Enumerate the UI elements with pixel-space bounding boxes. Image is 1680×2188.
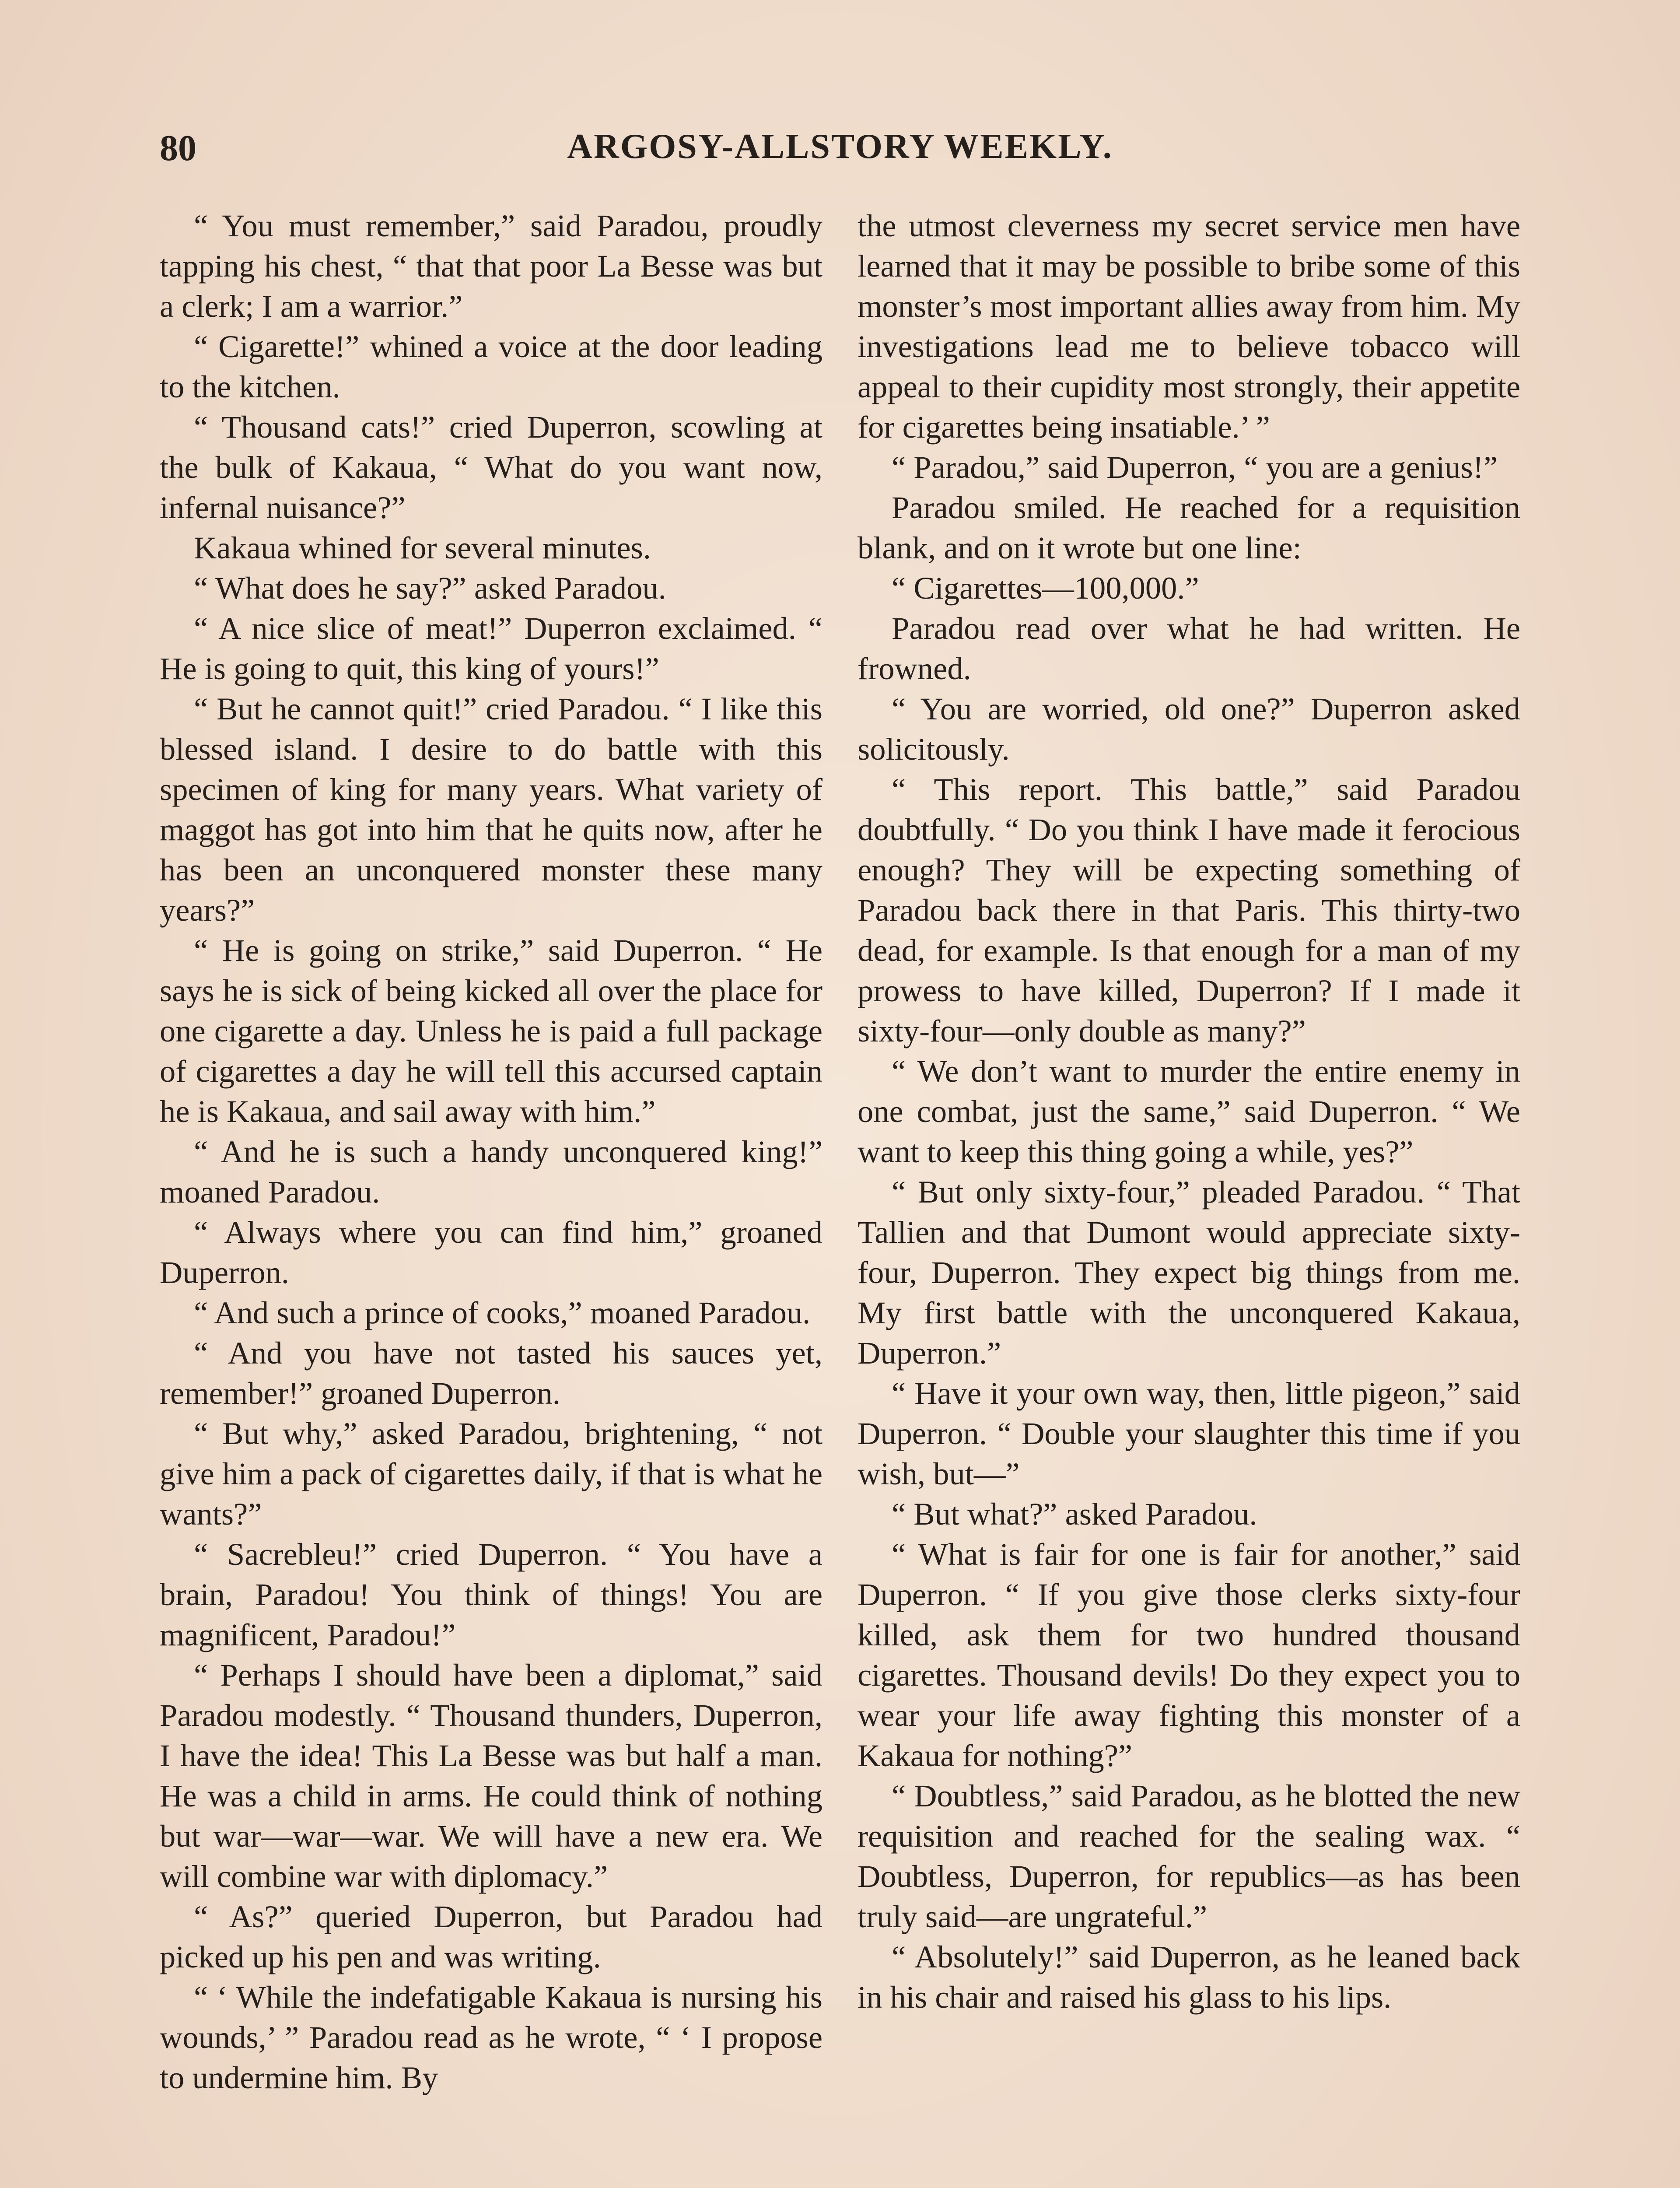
paragraph: “ Always where you can find him,” groaned Duperron. — [160, 1214, 822, 1290]
paragraph: “ Have it your own way, then, little pigeon,” said Duperron. “ Double your slaughter this time if you wish, but—” — [858, 1375, 1520, 1491]
paragraph: “ What is fair for one is fair for another,” said Duperron. “ If you give those clerks sixty-four killed, ask them for two hundred thousand cigarettes. Thousand devils! Do they expect you to wear your life away fighting this monster of a Kakaua for nothing?” — [858, 1536, 1520, 1773]
paragraph: Paradou read over what he had written. He frowned. — [858, 610, 1520, 686]
paragraph: “ But what?” asked Paradou. — [892, 1496, 1257, 1532]
paragraph: “ This report. This battle,” said Paradou doubtfully. “ Do you think I have made it ferocious enough? They will be expecting something of Paradou back there in that Paris. This thirty-two dead, for example. Is that enough for a man of my prowess to have killed, Duperron? If I made it sixty-four—only double as many?” — [858, 771, 1520, 1048]
right-text-column — [858, 206, 1520, 2017]
paragraph: “ Perhaps I should have been a diplomat,” said Paradou modestly. “ Thousand thunders, Duperron, I have the idea! This La Besse was but half a man. He was a child in arms. He could think of nothing but war—war—war. We will have a new era. We will combine war with diplomacy.” — [160, 1657, 822, 1894]
paragraph-continuation: the utmost cleverness my secret service men have learned that it may be possible to bribe some of this monster’s most important allies away from him. My investigations lead me to believe tobacco will appeal to their cupidity most strongly, their appetite for cigarettes being insatiable.’ ” — [858, 208, 1520, 445]
paragraph: “ You are worried, old one?” Duperron asked solicitously. — [858, 691, 1520, 767]
running-title: ARGOSY-ALLSTORY WEEKLY. — [567, 127, 1113, 166]
left-text-column — [160, 206, 822, 2098]
paragraph: “ But he cannot quit!” cried Paradou. “ I like this blessed island. I desire to do battle with this specimen of king for many years. What variety of maggot has got into him that he quits now, after he has been an unconquered monster these many years?” — [160, 691, 822, 928]
paragraph: “ You must remember,” said Paradou, proudly tapping his chest, “ that that poor La Besse was but a clerk; I am a warrior.” — [160, 208, 822, 324]
paragraph: “ He is going on strike,” said Duperron. “ He says he is sick of being kicked all over the place for one cigarette a day. Unless he is paid a full package of cigarettes a day he will tell this accursed captain he is Kakaua, and sail away with him.” — [160, 933, 822, 1129]
paragraph: “ Absolutely!” said Duperron, as he leaned back in his chair and raised his glass to his lips. — [858, 1939, 1520, 2015]
paragraph: Paradou smiled. He reached for a requisition blank, and on it wrote but one line: — [858, 490, 1520, 565]
paragraph: “ Doubtless,” said Paradou, as he blotted the new requisition and reached for the sealing wax. “ Doubtless, Duperron, for republics—as has been truly said—are ungrateful.” — [858, 1778, 1520, 1934]
paragraph: “ And he is such a handy unconquered king!” moaned Paradou. — [160, 1134, 822, 1210]
paragraph: “ Thousand cats!” cried Duperron, scowling at the bulk of Kakaua, “ What do you want now, infernal nuisance?” — [160, 409, 822, 525]
paragraph: “ Cigarette!” whined a voice at the door leading to the kitchen. — [160, 329, 822, 404]
paragraph: “ But only sixty-four,” pleaded Paradou. “ That Tallien and that Dumont would appreciate sixty-four, Duperron. They expect big things from me. My first battle with the unconquered Kakaua, Duperron.” — [858, 1174, 1520, 1371]
paragraph: “ What does he say?” asked Paradou. — [194, 570, 666, 606]
paragraph: “ A nice slice of meat!” Duperron exclaimed. “ He is going to quit, this king of yours!” — [160, 610, 822, 686]
paragraph: Kakaua whined for several minutes. — [194, 530, 651, 565]
paragraph: “ Cigarettes—100,000.” — [892, 570, 1199, 606]
paragraph: “ As?” queried Duperron, but Paradou had picked up his pen and was writing. — [160, 1899, 822, 1974]
paragraph: “ And you have not tasted his sauces yet, remember!” groaned Duperron. — [160, 1335, 822, 1411]
paragraph: “ We don’t want to murder the entire enemy in one combat, just the same,” said Duperron. “ We want to keep this thing going a while, yes?” — [858, 1053, 1520, 1169]
paragraph: “ And such a prince of cooks,” moaned Paradou. — [194, 1295, 811, 1330]
paragraph: “ ‘ While the indefatigable Kakaua is nursing his wounds,’ ” Paradou read as he wrote, “ ‘ I propose to undermine him. By — [160, 1979, 822, 2095]
paragraph: “ Paradou,” said Duperron, “ you are a genius!” — [892, 449, 1498, 485]
paragraph: “ Sacrebleu!” cried Duperron. “ You have a brain, Paradou! You think of things! You are magnificent, Paradou!” — [160, 1536, 822, 1652]
page-header — [160, 127, 1520, 179]
paragraph: “ But why,” asked Paradou, brightening, “ not give him a pack of cigarettes daily, if that is what he wants?” — [160, 1416, 822, 1532]
page-number: 80 — [160, 128, 196, 168]
